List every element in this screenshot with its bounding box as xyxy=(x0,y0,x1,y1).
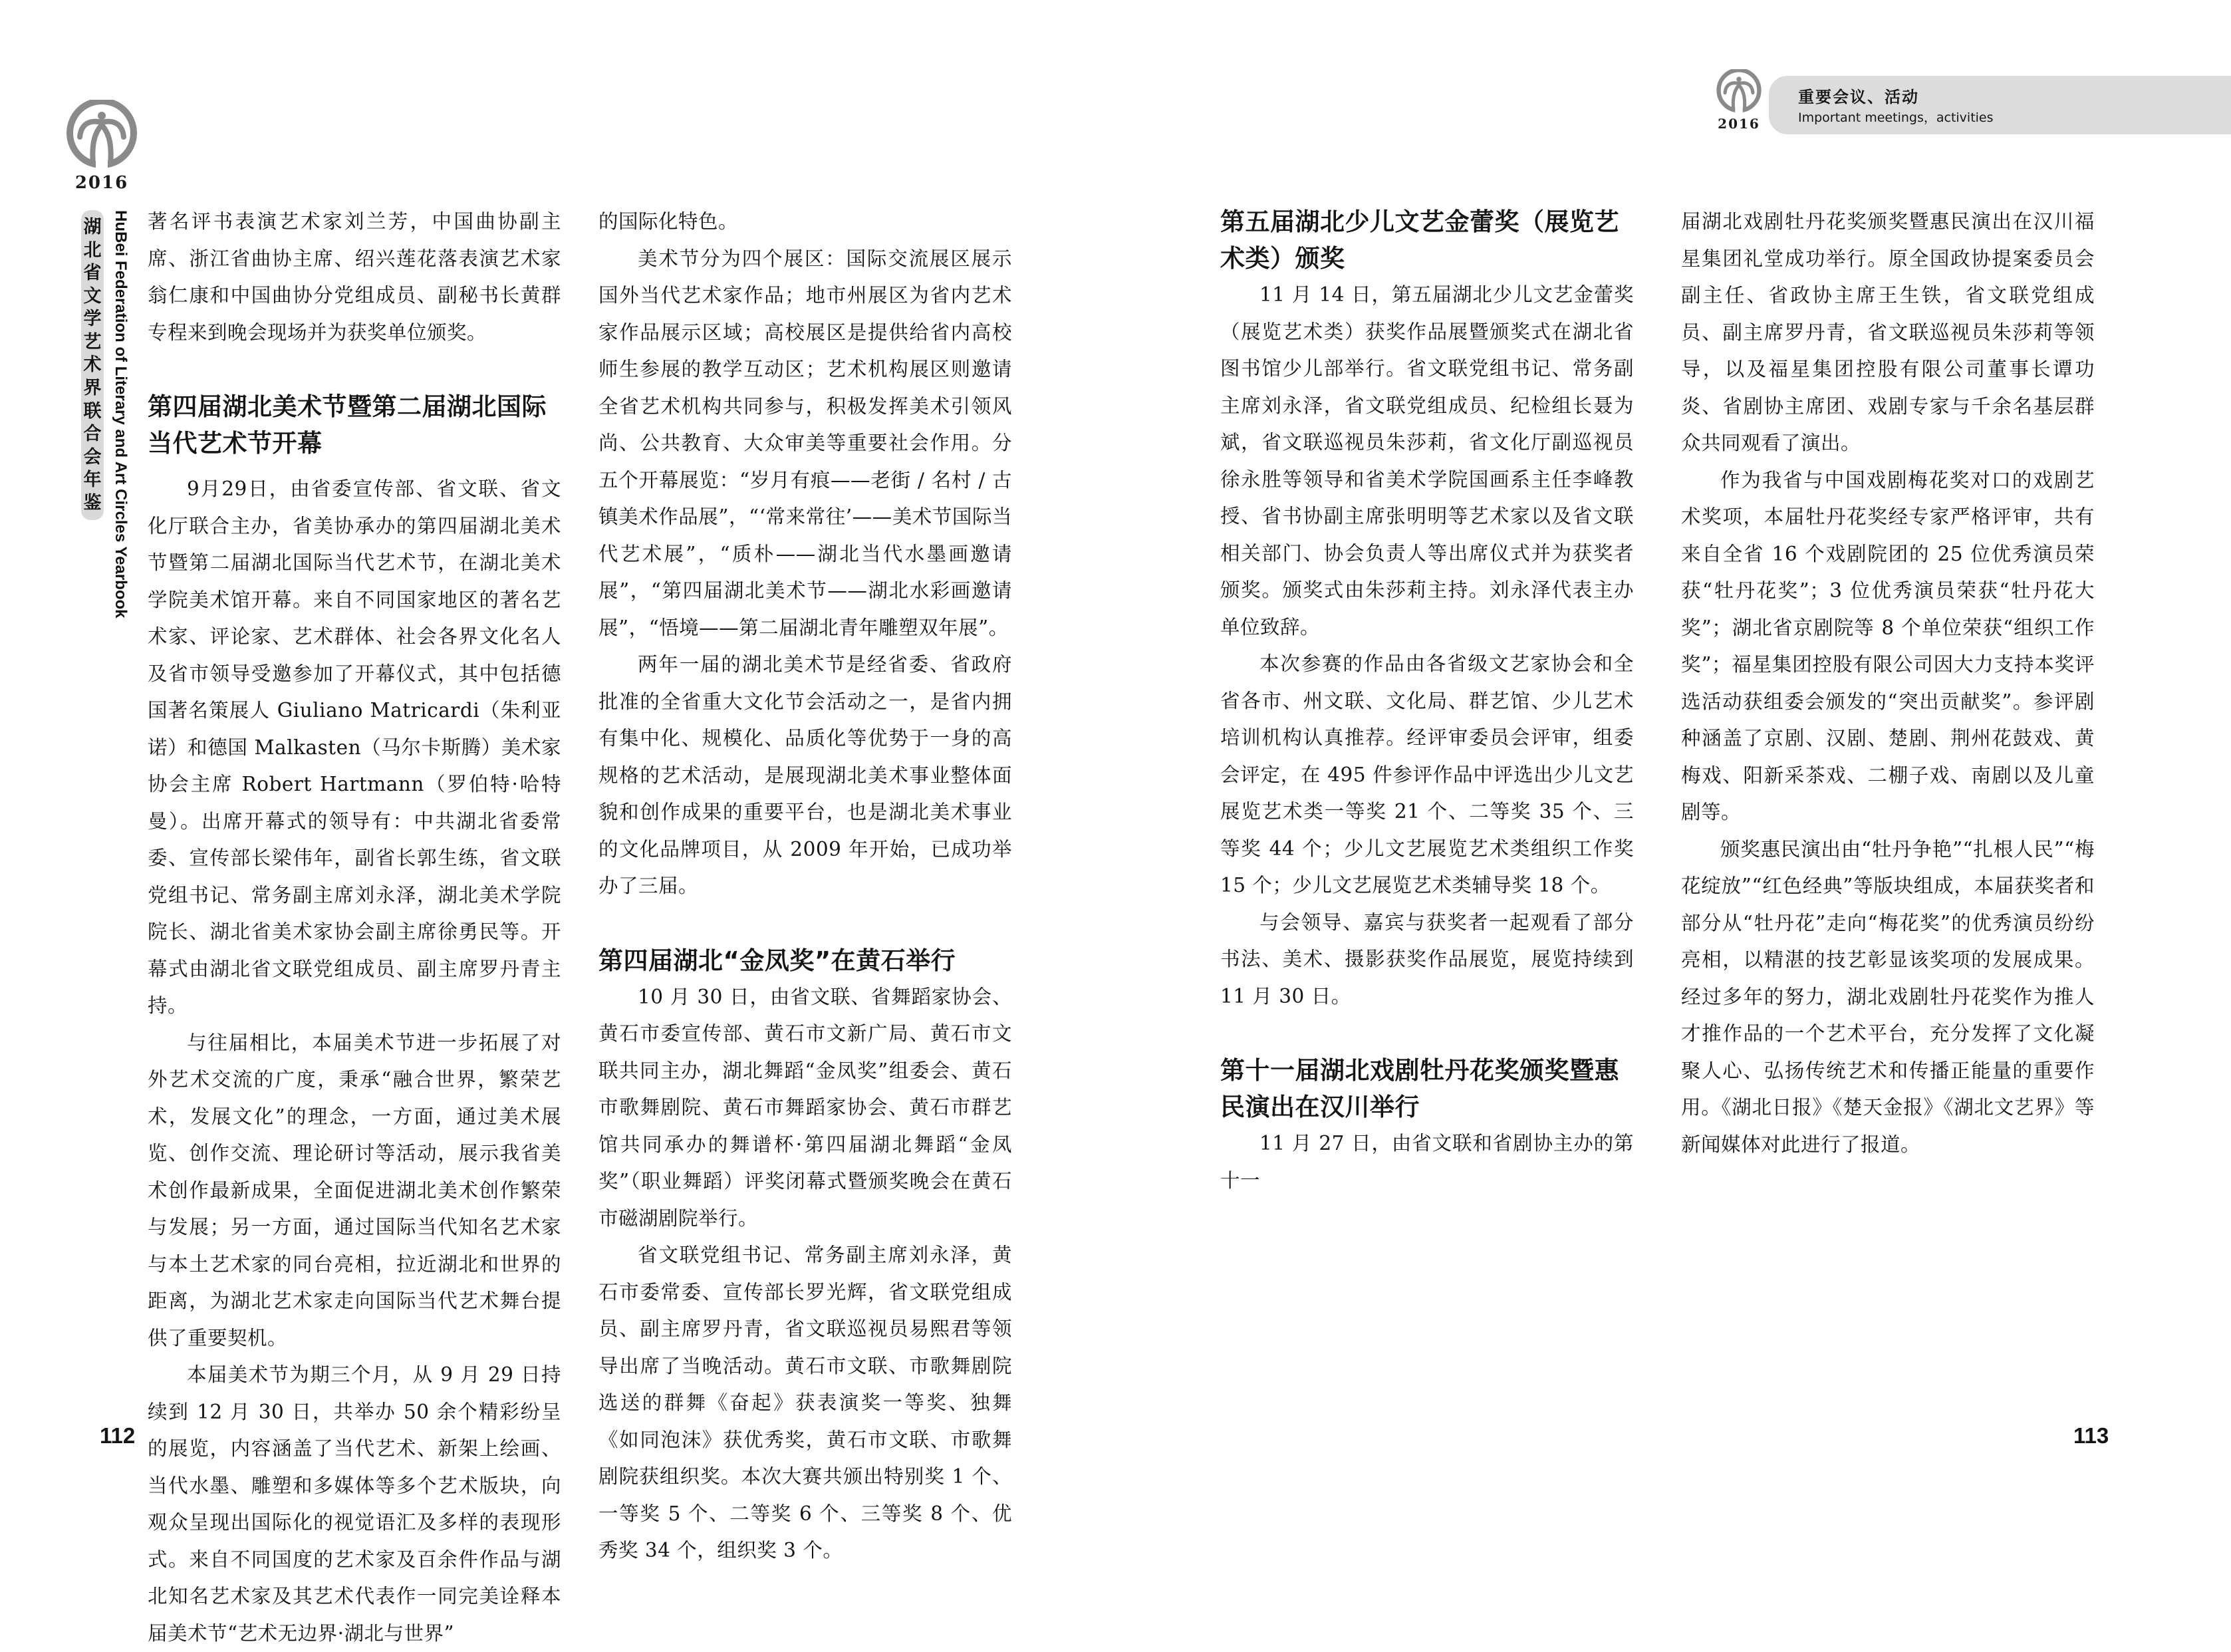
article-title: 第五届湖北少儿文艺金蕾奖（展览艺术类）颁奖 xyxy=(1220,207,1619,273)
paragraph: 两年一届的湖北美术节是经省委、省政府批准的全省重大文化节会活动之一，是省内拥有集中化、规模化、品质化等优势于一身的高规格的艺术活动，是展现湖北美术事业整体面貌和创作成果的重要平台，也是湖北美术事业的文化品牌项目，从 2009 年开始，已成功举办了三届。 xyxy=(598,653,1012,897)
yearbook-logo xyxy=(65,100,138,193)
paragraph: 本届美术节为期三个月，从 9 月 29 日持续到 12 月 30 日，共举办 50 余个精彩纷呈的展览，内容涵盖了当代艺术、新架上绘画、当代水墨、雕塑和多媒体等多个艺术版块，向观众呈现出国际化的视觉语汇及多样的表现形式。来自不同国度的艺术家及百余件作品与湖北知名艺术家及其艺术代表作一同完美诠释本届美术节“艺术无边界·湖北与世界” xyxy=(148,1363,561,1645)
spine-char: 年 xyxy=(83,470,102,491)
paragraph: 著名评书表演艺术家刘兰芳，中国曲协副主席、浙江省曲协主席、绍兴莲花落表演艺术家翁仁康和中国曲协分党组成员、副秘书长黄群专程来到晚会现场并为获奖单位颁奖。 xyxy=(148,210,561,344)
spine-char: 联 xyxy=(83,400,102,422)
paragraph: 与会领导、嘉宾与获奖者一起观看了部分书法、美术、摄影获奖作品展览，展览持续到 11 月 30 日。 xyxy=(1220,910,1634,1008)
spine-char: 术 xyxy=(83,354,102,376)
paragraph: 作为我省与中国戏剧梅花奖对口的戏剧艺术奖项，本届牡丹花奖经专家严格评审，共有来自全省 16 个戏剧院团的 25 位优秀演员荣获“牡丹花奖”；3 位优秀演员荣获“牡丹花大奖”；湖北省京剧院等 8 个单位荣获“组织工作奖”；福星集团控股有限公司因大力支持本奖评选活动获组委会颁发的“突出贡献奖”。参评剧种涵盖了京剧、汉剧、楚剧、荆州花鼓戏、黄梅戏、阳新采茶戏、二棚子戏、南剧以及儿童剧等。 xyxy=(1681,468,2095,823)
paragraph: 11 月 14 日，第五届湖北少儿文艺金蕾奖（展览艺术类）获奖作品展暨颁奖式在湖北省图书馆少儿部举行。省文联党组书记、常务副主席刘永泽，省文联党组成员、纪检组长聂为斌，省文联巡视员朱莎莉，省文化厅副巡视员徐永胜等领导和省美术学院国画系主任李峰教授、省书协副主席张明明等艺术家以及省文联相关部门、协会负责人等出席仪式并为获奖者颁奖。颁奖式由朱莎莉主持。刘永泽代表主办单位致辞。 xyxy=(1220,283,1634,638)
federation-emblem-icon xyxy=(1716,69,1762,113)
paragraph: 美术节分为四个展区：国际交流展区展示国外当代艺术家作品；地市州展区为省内艺术家作品展示区域；高校展区是提供给省内高校师生参展的教学互动区；艺术机构展区则邀请全省艺术机构共同参与，积极发挥美术引领风尚、公共教育、大众审美等重要社会作用。分五个开幕展览：“岁月有痕——老街 / 名村 / 古镇美术作品展”，“‘常来常往’——美术节国际当代艺术展”，“质朴——湖北当代水墨画邀请展”，“第四届湖北美术节——湖北水彩画邀请展”，“悟境——第二届湖北青年雕塑双年展”。 xyxy=(598,247,1012,639)
right-column-2 xyxy=(1681,204,2095,1163)
paragraph: 颁奖惠民演出由“牡丹争艳”“扎根人民”“梅花绽放”“红色经典”等版块组成，本届获奖者和部分从“牡丹花”走向“梅花奖”的优秀演员纷纷亮相，以精湛的技艺彰显该奖项的发展成果。经过多年的努力，湖北戏剧牡丹花奖作为推人才推作品的一个艺术平台，充分发挥了文化凝聚人心、弘扬传统艺术和传播正能量的重要作用。《湖北日报》《楚天金报》《湖北文艺界》等新闻媒体对此进行了报道。 xyxy=(1681,837,2095,1156)
spine-char: 艺 xyxy=(83,331,102,352)
section-header xyxy=(1769,76,2231,134)
logo-year: 2016 xyxy=(74,173,129,193)
paragraph: 与往届相比，本届美术节进一步拓展了对外艺术交流的广度，秉承“融合世界，繁荣艺术，发展文化”的理念，一方面，通过美术展览、创作交流、理论研讨等活动，展示我省美术创作最新成果，全面促进湖北美术创作繁荣与发展；另一方面，通过国际当代知名艺术家与本土艺术家的同台亮相，拉近湖北和世界的距离，为湖北艺术家走向国际当代艺术舞台提供了重要契机。 xyxy=(148,1031,561,1349)
spine-char: 省 xyxy=(83,263,102,284)
paragraph: 省文联党组书记、常务副主席刘永泽，黄石市委常委、宣传部长罗光辉，省文联党组成员、副主席罗丹青，省文联巡视员易熙君等领导出席了当晚活动。黄石市文联、市歌舞剧院选送的群舞《奋起》获表演奖一等奖、独舞《如同泡沫》获优秀奖，黄石市文联、市歌舞剧院获组织奖。本次大赛共颁出特别奖 1 个、一等奖 5 个、二等奖 6 个、三等奖 8 个、优秀奖 34 个，组织奖 3 个。 xyxy=(598,1244,1012,1562)
spine-char: 学 xyxy=(83,309,102,330)
spine-char: 会 xyxy=(83,446,102,468)
spine-char: 鉴 xyxy=(83,492,102,513)
page-number: 113 xyxy=(2073,1423,2109,1448)
spine-char: 合 xyxy=(83,424,102,445)
spine-char: 文 xyxy=(83,285,102,307)
article-title: 第四届湖北美术节暨第二届湖北国际当代艺术节开幕 xyxy=(148,392,547,458)
yearbook-logo-small xyxy=(1716,69,1762,132)
spine-title-en-text: HuBei Federation of Literary and Art Circles Yearbook xyxy=(112,210,130,619)
paragraph: 10 月 30 日，由省文联、省舞蹈家协会、黄石市委宣传部、黄石市文新广局、黄石市文联共同主办，湖北舞蹈“金凤奖”组委会、黄石市歌舞剧院、黄石市舞蹈家协会、黄石市群艺馆共同承办的舞谱杯·第四届湖北舞蹈“金凤奖”（职业舞蹈）评奖闭幕式暨颁奖晚会在黄石市磁湖剧院举行。 xyxy=(598,985,1012,1230)
paragraph: 的国际化特色。 xyxy=(598,210,739,233)
logo-year: 2016 xyxy=(1718,116,1760,132)
section-title-cn: 重要会议、活动 xyxy=(1798,88,1919,106)
paragraph: 9月29日，由省委宣传部、省文联、省文化厅联合主办，省美协承办的第四届湖北美术节暨第二届湖北国际当代艺术节，在湖北美术学院美术馆开幕。来自不同国家地区的著名艺术家、评论家、艺术群体、社会各界文化名人及省市领导受邀参加了开幕仪式，其中包括德国著名策展人 Giuliano Matricardi（朱利亚诺）和德国 Malkasten（马尔卡斯腾）美术家协会主席 Robert Hartmann（罗伯特·哈特曼）。出席开幕式的领导有：中共湖北省委常委、宣传部长梁伟年，副省长郭生练，省文联党组书记、常务副主席刘永泽，湖北美术学院院长、湖北省美术家协会副主席徐勇民等。开幕式由湖北省文联党组成员、副主席罗丹青主持。 xyxy=(148,478,561,1017)
left-column-1 xyxy=(148,204,561,1652)
right-column-1 xyxy=(1220,204,1634,1199)
right-page xyxy=(1116,0,2231,1524)
paragraph: 本次参赛的作品由各省级文艺家协会和全省各市、州文联、文化局、群艺馆、少儿艺术培训机构认真推荐。经评审委员会评审，组委会评定，在 495 件参评作品中评选出少儿文艺展览艺术类一等奖 21 个、二等奖 35 个、三等奖 44 个；少儿文艺展览艺术类组织工作奖 15 个；少儿文艺展览艺术类辅导奖 18 个。 xyxy=(1220,652,1634,896)
article-title: 第十一届湖北戏剧牡丹花奖颁奖暨惠民演出在汉川举行 xyxy=(1220,1056,1619,1121)
spine-char: 界 xyxy=(83,378,102,399)
article-title: 第四届湖北“金凤奖”在黄石举行 xyxy=(598,946,956,975)
section-title-en: Important meetings，activities xyxy=(1798,110,1994,125)
paragraph: 11 月 27 日，由省文联和省剧协主办的第十一 xyxy=(1220,1132,1634,1192)
federation-emblem-icon xyxy=(65,100,138,169)
left-page xyxy=(0,0,1115,1645)
spine-char: 湖 xyxy=(83,217,102,237)
page-number: 112 xyxy=(100,1423,136,1448)
spine-title-en xyxy=(111,210,131,619)
paragraph: 届湖北戏剧牡丹花奖颁奖暨惠民演出在汉川福星集团礼堂成功举行。原全国政协提案委员会副主任、省政协主席王生铁，省文联党组成员、副主席罗丹青，省文联巡视员朱莎莉等领导，以及福星集团控股有限公司董事长谭功炎、省剧协主席团、戏剧专家与千余名基层群众共同观看了演出。 xyxy=(1681,210,2095,454)
spine-title-cn xyxy=(81,210,104,520)
spine-char: 北 xyxy=(83,239,102,261)
left-column-2 xyxy=(598,204,1012,1570)
